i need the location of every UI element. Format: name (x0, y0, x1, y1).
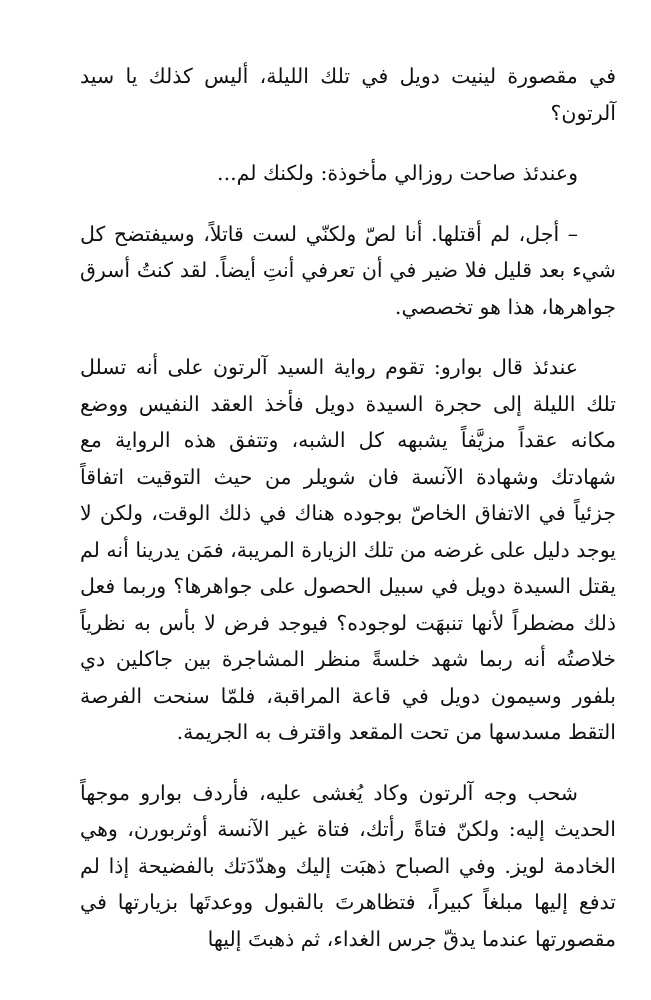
paragraph-2: وعندئذ صاحت روزالي مأخوذة: ولكنك لم... (217, 161, 578, 185)
book-page (80, 58, 616, 957)
paragraph-4: عندئذ قال بوارو: تقوم رواية السيد آلرتون على أنه تسلل تلك الليلة إلى حجرة السيدة دويل فأخذ العقد النفيس ووضع مكانه عقداً مزيَّفاً يشبهه كل الشبه، وتتفق هذه الرواية مع شهادتك وشهادة الآنسة فان شويلر من حيث التوقيت اتفاقاً جزئياً في الاتفاق الخاصّ بوجوده هناك في ذلك الوقت، ولكن لا يوجد دليل على غرضه من تلك الزيارة المريبة، فمَن يدرينا أنه لم يقتل السيدة دويل في سبيل الحصول على جواهرها؟ وربما فعل ذلك مضطراً لأنها تنبهَت لوجوده؟ فيوجد فرض لا بأس به نظرياً خلاصتُه أنه ربما شهد خلسةً منظر المشاجرة بين جاكلين دي بلفور وسيمون دويل في قاعة المراقبة، فلمّا سنحت الفرصة التقط مسدسها من تحت المقعد واقترف به الجريمة. (80, 355, 616, 744)
paragraph-1: في مقصورة لينيت دويل في تلك الليلة، أليس كذلك يا سيد آلرتون؟ (80, 64, 616, 125)
paragraph-3: – أجل، لم أقتلها. أنا لصّ ولكنّي لست قاتلاً، وسيفتضح كل شيء بعد قليل فلا ضير في أن تعرفي أنتِ أيضاً. لقد كنتُ أسرق جواهرها، هذا هو تخصصي. (80, 221, 616, 319)
paragraph-5: شحب وجه آلرتون وكاد يُغشى عليه، فأردف بوارو موجهاً الحديث إليه: ولكنّ فتاةً رأتك، فتاة غير الآنسة أوثربورن، وهي الخادمة لويز. وفي الصباح ذهبَت إليك وهدّدَتك بالفضيحة إذا لم تدفع إليها مبلغاً كبيراً، فتظاهرتَ بالقبول ووعدتَها بزيارتها في مقصورتها عندما يدقّ جرس الغداء، ثم ذهبتَ إليها (80, 780, 616, 951)
